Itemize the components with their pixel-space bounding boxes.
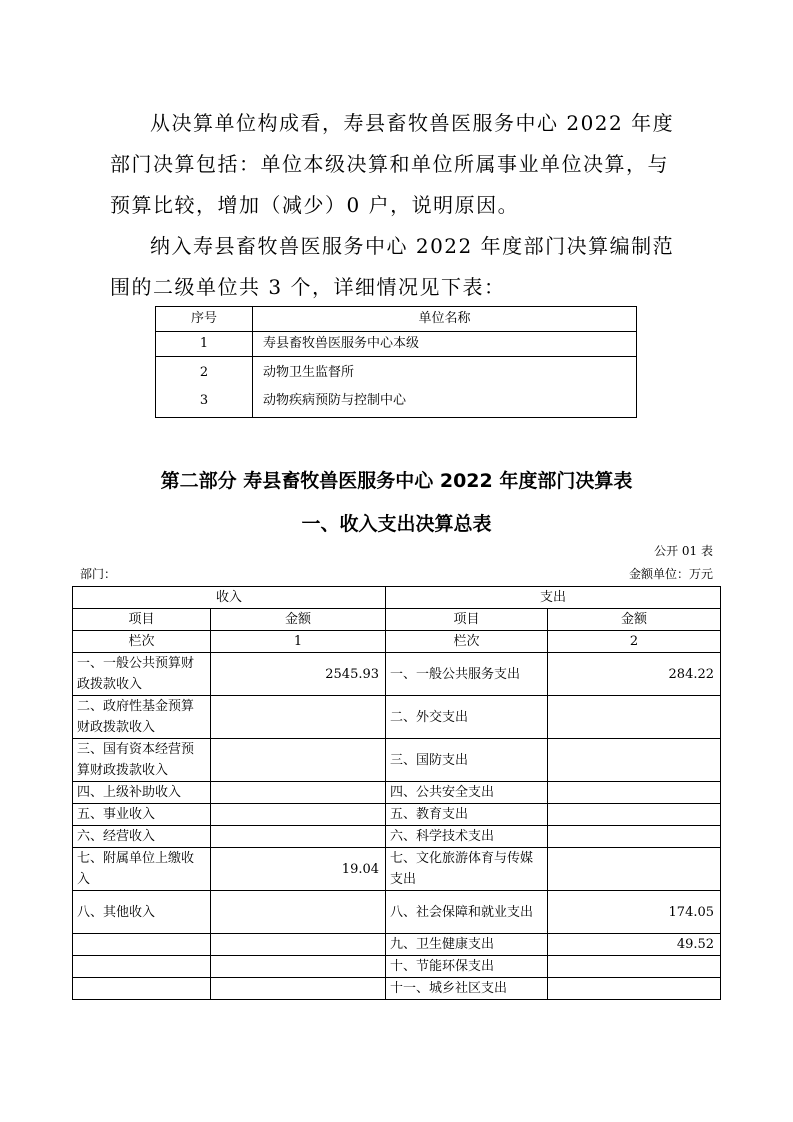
income-item — [73, 934, 211, 956]
income-item: 四、上级补助收入 — [73, 782, 211, 804]
expense-item-header: 项目 — [386, 609, 548, 631]
table-code: 公开 01 表 — [654, 544, 713, 558]
table-row — [73, 696, 721, 739]
table-header-row — [73, 609, 721, 631]
row-serial-group — [156, 357, 253, 418]
income-col-number: 1 — [211, 631, 386, 653]
expense-item: 五、教育支出 — [386, 804, 548, 826]
income-expense-table — [72, 586, 721, 1000]
row-label-header: 栏次 — [73, 631, 211, 653]
income-item-header: 项目 — [73, 609, 211, 631]
intro-paragraph-1: 从决算单位构成看，寿县畜牧兽医服务中心 2022 年度部门决算包括：单位本级决算和单位所属事业单位决算，与预算比较，增加（减少）0 户，说明原因。 — [110, 111, 675, 217]
row-serial: 1 — [156, 332, 253, 357]
expense-item: 八、社会保障和就业支出 — [386, 891, 548, 934]
income-item: 三、国有资本经营预算财政拨款收入 — [73, 739, 211, 782]
income-amount — [211, 956, 386, 978]
income-amount — [211, 696, 386, 739]
table-row — [73, 978, 721, 1000]
expense-item: 九、卫生健康支出 — [386, 934, 548, 956]
header-serial: 序号 — [156, 307, 253, 332]
section-title: 一、收入支出决算总表 — [301, 513, 492, 535]
row-label-header: 栏次 — [386, 631, 548, 653]
income-amount: 19.04 — [211, 848, 386, 891]
table-row — [73, 934, 721, 956]
table-row — [156, 357, 637, 418]
expense-amount-header: 金额 — [548, 609, 721, 631]
income-amount — [211, 804, 386, 826]
income-item: 五、事业收入 — [73, 804, 211, 826]
income-header: 收入 — [73, 587, 386, 609]
amount-unit-label: 金额单位：万元 — [628, 567, 713, 581]
income-item: 六、经营收入 — [73, 826, 211, 848]
expense-col-number: 2 — [548, 631, 721, 653]
income-item: 八、其他收入 — [73, 891, 211, 934]
income-item: 一、一般公共预算财政拨款收入 — [73, 653, 211, 696]
table-row — [73, 956, 721, 978]
expense-item: 十、节能环保支出 — [386, 956, 548, 978]
table-row — [73, 804, 721, 826]
income-amount — [211, 739, 386, 782]
table-row — [73, 848, 721, 891]
expense-amount — [548, 956, 721, 978]
income-item: 七、附属单位上缴收入 — [73, 848, 211, 891]
expense-amount — [548, 739, 721, 782]
income-amount — [211, 978, 386, 1000]
income-amount — [211, 782, 386, 804]
expense-amount — [548, 826, 721, 848]
subunit-table — [155, 306, 637, 418]
table-header-row — [156, 307, 637, 332]
expense-item: 六、科学技术支出 — [386, 826, 548, 848]
expense-amount: 174.05 — [548, 891, 721, 934]
intro-text — [110, 103, 680, 308]
income-amount — [211, 934, 386, 956]
expense-amount — [548, 978, 721, 1000]
expense-amount — [548, 848, 721, 891]
income-amount — [211, 826, 386, 848]
table-row — [156, 332, 637, 357]
income-item — [73, 978, 211, 1000]
row-serial: 3 — [199, 393, 209, 408]
income-item — [73, 956, 211, 978]
row-unit-name: 动物疾病预防与控制中心 — [263, 393, 407, 408]
table-row — [73, 782, 721, 804]
expense-amount — [548, 696, 721, 739]
expense-item: 三、国防支出 — [386, 739, 548, 782]
income-amount — [211, 891, 386, 934]
row-unit-name: 动物卫生监督所 — [263, 365, 355, 380]
expense-amount — [548, 804, 721, 826]
row-unit-name-group — [253, 357, 637, 418]
expense-amount: 49.52 — [548, 934, 721, 956]
row-serial: 2 — [199, 365, 209, 380]
table-row — [73, 891, 721, 934]
expense-amount — [548, 782, 721, 804]
intro-paragraph-2: 纳入寿县畜牧兽医服务中心 2022 年度部门决算编制范围的二级单位共 3 个，详细情况见下表： — [110, 234, 675, 299]
part-title: 第二部分 寿县畜牧兽医服务中心 2022 年度部门决算表 — [160, 470, 633, 492]
income-item: 二、政府性基金预算财政拨款收入 — [73, 696, 211, 739]
table-row — [73, 653, 721, 696]
table-header-row — [73, 587, 721, 609]
table-row — [73, 739, 721, 782]
header-unit-name: 单位名称 — [253, 307, 637, 332]
expense-item: 十一、城乡社区支出 — [386, 978, 548, 1000]
row-unit-name: 寿县畜牧兽医服务中心本级 — [253, 332, 637, 357]
table-header-row — [73, 631, 721, 653]
income-amount-header: 金额 — [211, 609, 386, 631]
expense-item: 七、文化旅游体育与传媒支出 — [386, 848, 548, 891]
expense-item: 四、公共安全支出 — [386, 782, 548, 804]
expense-amount: 284.22 — [548, 653, 721, 696]
expense-header: 支出 — [386, 587, 721, 609]
expense-item: 二、外交支出 — [386, 696, 548, 739]
table-row — [73, 826, 721, 848]
department-label: 部门： — [80, 567, 117, 581]
income-amount: 2545.93 — [211, 653, 386, 696]
expense-item: 一、一般公共服务支出 — [386, 653, 548, 696]
